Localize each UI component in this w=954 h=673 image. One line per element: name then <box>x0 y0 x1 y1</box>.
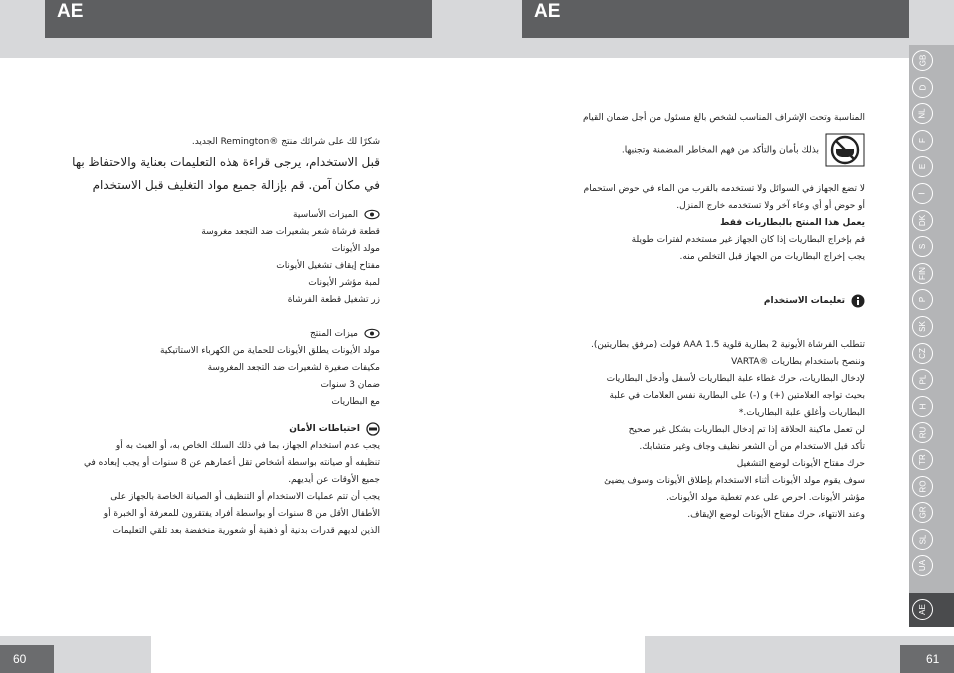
battery-line-1: قم بإخراج البطاريات إذا كان الجهاز غير مستخدم لفترات طويلة <box>631 235 865 245</box>
left-page-content <box>60 134 380 540</box>
safety-heading <box>60 421 380 438</box>
instructions-title: تعليمات الاستخدام <box>763 296 845 306</box>
language-code: I <box>917 192 927 195</box>
safety-line: الأطفال الأقل من 8 سنوات أو بواسطة أفراد يفتقرون للمعرفة أو الخبرة أو <box>103 509 380 519</box>
language-code: D <box>918 84 927 90</box>
safety-title: احتياطات الأمان <box>289 424 360 434</box>
language-code: E <box>918 164 927 170</box>
language-tab-i[interactable] <box>912 183 933 204</box>
language-tab-sk[interactable] <box>912 316 933 337</box>
right-page-content <box>530 110 865 524</box>
language-code: DK <box>918 214 927 226</box>
language-code: CZ <box>917 347 927 359</box>
features-title: الميزات الأساسية <box>293 210 358 220</box>
page-number-right: 61 <box>900 645 954 673</box>
instruction-line: وعند الانتهاء، حرك مفتاح الأيونات لوضع الإيقاف. <box>687 510 865 520</box>
feature-item: لمبة مؤشر الأيونات <box>308 278 380 288</box>
water-warning-1: لا تضع الجهاز في السوائل ولا تستخدمه بالقرب من الماء في حوض استحمام <box>583 184 865 194</box>
language-code: GB <box>918 54 927 67</box>
instruction-line: مؤشر الأيونات. احرص على عدم تغطية مولد الأيونات. <box>666 493 865 503</box>
supervision-line-1: المناسبة وتحت الإشراف المناسب لشخص بالغ مسئول من أجل ضمان القيام <box>582 113 865 123</box>
eye-icon <box>364 209 380 220</box>
product-feature-item: ضمان 3 سنوات <box>320 380 380 390</box>
battery-only-heading: يعمل هذا المنتج بالبطاريات فقط <box>720 218 865 228</box>
language-tab-fin[interactable] <box>912 263 933 284</box>
instruction-line: بحيث تواجه العلامتين (+) و (-) على البطارية نفس العلامات في علبة <box>609 391 865 401</box>
header-left: AE <box>45 0 432 38</box>
language-code: GR <box>918 506 927 519</box>
feature-item: مفتاح إيقاف تشغيل الأيونات <box>276 261 380 271</box>
product-heading <box>60 326 380 343</box>
product-features-list <box>60 343 380 411</box>
safety-line: يجب أن تتم عمليات الاستخدام أو التنظيف أو الصيانة الخاصة بالجهاز على <box>110 492 380 502</box>
language-code: UA <box>918 560 927 572</box>
instruction-line: لن تعمل ماكينة الحلاقة إذا تم إدخال البطاريات بشكل غير صحيح <box>628 425 865 435</box>
safety-line: تنظيفه أو صيانته بواسطة أشخاص تقل أعمارهم عن 8 سنوات أو يجب إبعاده في <box>84 458 380 468</box>
info-icon <box>851 294 865 308</box>
language-tab-d[interactable] <box>912 77 933 98</box>
language-tab-sl[interactable] <box>912 529 933 550</box>
battery-line-2: يجب إخراج البطاريات من الجهاز قبل التخلص منه. <box>679 252 865 262</box>
product-feature-item: مع البطاريات <box>331 397 380 407</box>
product-feature-item: مولد الأيونات يطلق الأيونات للحماية من الكهرباء الاستاتيكية <box>160 346 380 356</box>
eye-icon <box>364 328 380 339</box>
features-list <box>60 224 380 309</box>
instruction-line: حرك مفتاح الأيونات لوضع التشغيل <box>736 459 865 469</box>
language-code: FIN <box>917 266 927 280</box>
supervision-line-2: بذلك بأمان والتأكد من فهم المخاطر المضمنة وتجنبها. <box>530 133 865 167</box>
instruction-line: وننصح باستخدام بطاريات ®VARTA <box>731 357 865 367</box>
language-code: SK <box>917 321 927 332</box>
language-code: H <box>918 403 927 410</box>
language-tab-gb[interactable] <box>912 50 933 71</box>
language-tab-f[interactable] <box>912 130 933 151</box>
product-feature-item: مكيفات صغيرة لشعيرات ضد التجعد المغروسة <box>207 363 380 373</box>
header-right: AE <box>522 0 909 38</box>
instruction-line: تأكد قبل الاستخدام من أن الشعر نظيف وجاف وغير متشابك. <box>639 442 865 452</box>
instructions-heading <box>530 293 865 310</box>
language-tab-ro[interactable] <box>912 476 933 497</box>
safety-line: يجب عدم استخدام الجهاز، بما في ذلك السلك الخاص به، أو العبث به أو <box>115 441 380 451</box>
language-tab-h[interactable] <box>912 396 933 417</box>
language-code: AE <box>917 604 927 615</box>
language-code: SL <box>917 534 927 545</box>
intro-line-1: قبل الاستخدام، يرجى قراءة هذه التعليمات بعناية والاحتفاظ بها <box>72 155 380 169</box>
language-code: PL <box>917 374 927 385</box>
feature-item: مولد الأيونات <box>331 244 380 254</box>
thanks-text: شكرًا لك على شرائك منتج ®Remington الجديد. <box>191 137 380 147</box>
language-code: P <box>918 297 927 303</box>
language-code: S <box>918 244 927 250</box>
safety-line: جميع الأوقات عن أيديهم. <box>288 475 380 485</box>
safety-line: الذين لديهم قدرات بدنية أو ذهنية أو شعورية منخفضة بعد تلقي التعليمات <box>112 526 380 536</box>
page-number-left: 60 <box>0 645 54 673</box>
language-tab-tr[interactable] <box>912 449 933 470</box>
instruction-line: البطاريات وأغلق علبة البطاريات.* <box>738 408 865 418</box>
intro-line-2: في مكان آمن. قم بإزالة جميع مواد التغليف قبل الاستخدام <box>92 178 380 192</box>
language-tab-cz[interactable] <box>912 343 933 364</box>
no-water-bath-icon <box>825 133 865 167</box>
instruction-line: لإدخال البطاريات، حرك غطاء علبة البطاريات لأسفل وأدخل البطاريات <box>606 374 865 384</box>
features-heading <box>60 207 380 224</box>
language-tab-dk[interactable] <box>912 210 933 231</box>
instruction-line: تتطلب الفرشاة الأيونية 2 بطارية قلوية AAA 1.5 فولت (مرفق بطاريتين). <box>590 340 865 350</box>
language-code: RU <box>918 427 927 439</box>
language-code: TR <box>917 454 927 465</box>
warning-icon <box>366 422 380 436</box>
language-tab-ae[interactable] <box>912 599 933 620</box>
feature-item: قطعة فرشاة شعر بشعيرات ضد التجعد مغروسة <box>201 227 380 237</box>
language-code: RO <box>918 480 927 493</box>
feature-item: زر تشغيل قطعة الفرشاة <box>287 295 380 305</box>
water-warning-2: أو حوض أو أي وعاء آخر ولا تستخدمه خارج المنزل. <box>676 201 865 211</box>
instructions-list <box>530 337 865 524</box>
language-code: F <box>917 137 927 143</box>
instruction-line: سوف يقوم مولد الأيونات أثناء الاستخدام بإطلاق الأيونات وسوف يضيئ <box>604 476 865 486</box>
safety-list <box>60 438 380 540</box>
product-title: ميزات المنتج <box>309 329 358 339</box>
language-code: NL <box>917 108 927 119</box>
